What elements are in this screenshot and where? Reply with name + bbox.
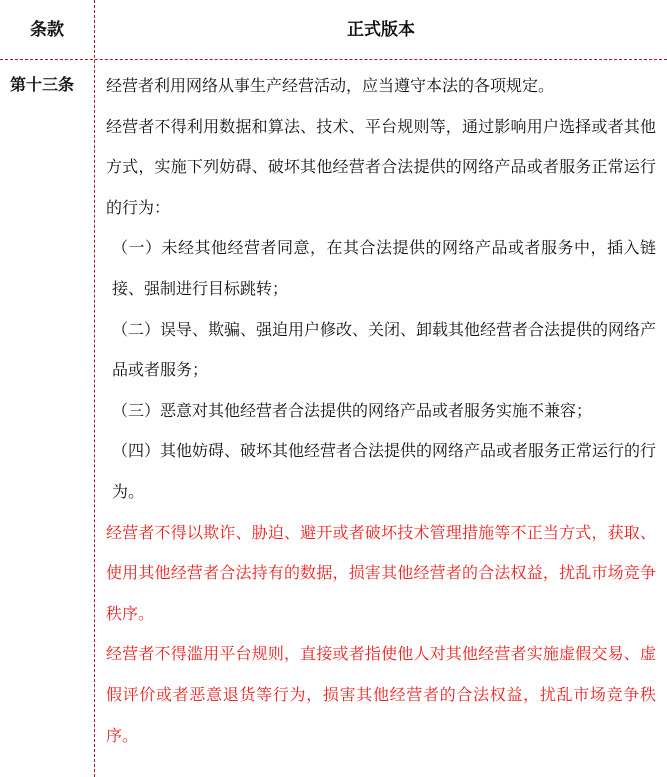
- red-paragraph-2: 经营者不得滥用平台规则，直接或者指使他人对其他经营者实施虚假交易、虚假评价或者恶意退货等行为，损害其他经营者的合法权益，扰乱市场竞争秩序。: [106, 644, 656, 745]
- header-clause: 条款: [30, 20, 64, 40]
- list-item-3: （三）恶意对其他经营者合法提供的网络产品或者服务实施不兼容；: [112, 400, 593, 420]
- header-official-version: 正式版本: [347, 20, 415, 40]
- red-paragraph-1: 经营者不得以欺诈、胁迫、避开或者破坏技术管理措施等不正当方式，获取、使用其他经营者合法持有的数据，损害其他经营者的合法权益，扰乱市场竞争秩序。: [106, 522, 656, 623]
- list-item-4: （四）其他妨碍、破坏其他经营者合法提供的网络产品或者服务正常运行的行为。: [112, 441, 657, 501]
- list-item-2: （二）误导、欺骗、强迫用户修改、关闭、卸载其他经营者合法提供的网络产品或者服务；: [112, 319, 657, 380]
- paragraph-2: 经营者不得利用数据和算法、技术、平台规则等，通过影响用户选择或者其他方式，实施下列妨碍、破坏其他经营者合法提供的网络产品或者服务正常运行的行为：: [106, 116, 656, 217]
- paragraph-1: 经营者利用网络从事生产经营活动，应当遵守本法的各项规定。: [106, 76, 555, 95]
- clause-content: [106, 66, 656, 756]
- list-item-1: （一）未经其他经营者同意，在其合法提供的网络产品或者服务中，插入链接、强制进行目标跳转；: [112, 238, 656, 298]
- clause-label: 第十三条: [10, 75, 75, 94]
- column-divider: [94, 0, 95, 777]
- header-divider: [0, 59, 667, 60]
